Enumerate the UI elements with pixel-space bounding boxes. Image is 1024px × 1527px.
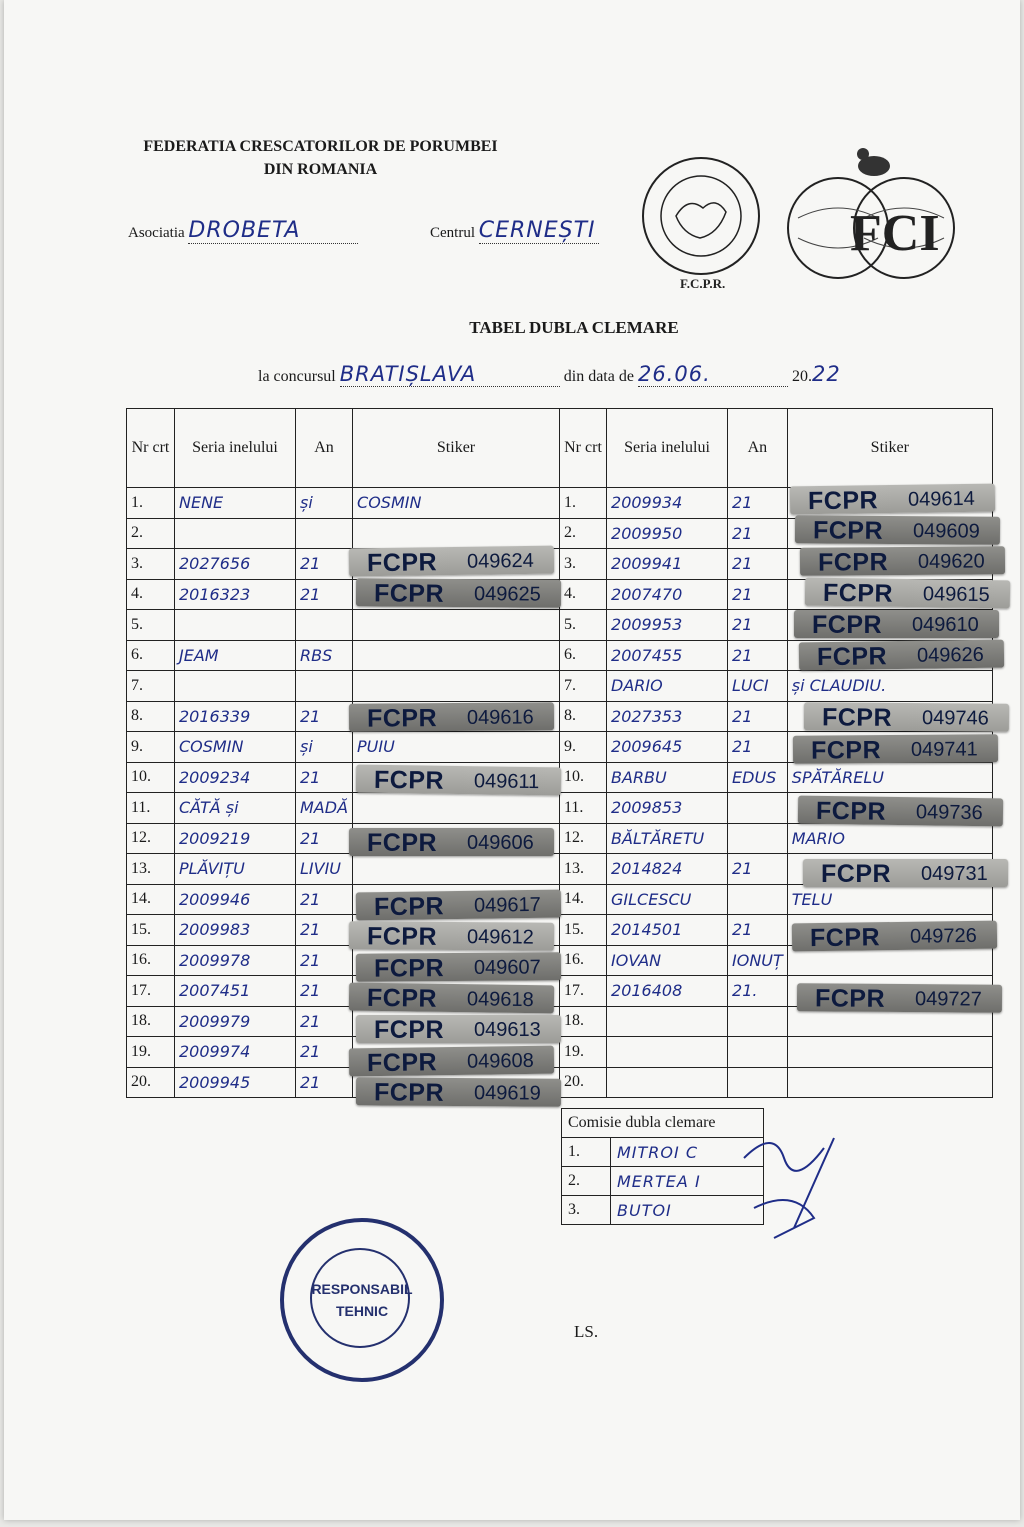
ring-year: și	[296, 488, 353, 519]
sticker-brand: FCPR	[812, 610, 883, 639]
sticker-code: 049616	[466, 706, 534, 730]
ring-year: 21	[296, 1067, 353, 1098]
row-nr: 15.	[560, 915, 607, 946]
centrul-value: CERNEȘTI	[479, 218, 599, 244]
ring-serial: GILCESCU	[607, 884, 728, 915]
sticker-brand: FCPR	[821, 860, 892, 889]
ring-year: 21	[728, 610, 788, 641]
sticker-brand: FCPR	[816, 642, 888, 672]
row-nr: 7.	[560, 671, 607, 702]
ring-year: 21	[728, 640, 788, 671]
sticker-brand: FCPR	[373, 765, 445, 795]
sticker-cell: PUIU	[353, 732, 560, 763]
sticker-brand: FCPR	[812, 516, 884, 546]
fcpr-logo	[628, 146, 774, 296]
ring-serial: 2007451	[175, 976, 296, 1007]
fci-logo	[778, 138, 964, 284]
stamp-line1: RESPONSABIL	[311, 1281, 413, 1297]
ring-serial: 2009234	[175, 762, 296, 793]
ring-year	[728, 1037, 788, 1068]
header-nr: Nr crt	[127, 409, 175, 488]
sticker-brand: FCPR	[366, 704, 438, 733]
year-prefix: 20.	[791, 368, 812, 385]
fci-text: FCI	[850, 205, 940, 262]
sticker-brand: FCPR	[366, 922, 438, 951]
sticker-code: 049611	[473, 770, 540, 793]
row-nr: 14.	[127, 884, 175, 915]
ring-year	[728, 793, 788, 824]
ring-serial: 2014501	[607, 915, 728, 946]
sticker-cell: COSMIN	[353, 488, 560, 519]
ring-serial: 2009853	[607, 793, 728, 824]
ring-serial	[175, 671, 296, 702]
row-nr: 1.	[127, 488, 175, 519]
ring-serial: 2007470	[607, 579, 728, 610]
fcpr-sticker	[349, 828, 554, 856]
sticker-code: 049608	[466, 1049, 534, 1073]
sticker-code: 049607	[473, 956, 541, 979]
sticker-code: 049731	[921, 863, 988, 886]
ring-serial: 2009946	[175, 884, 296, 915]
concurs-line	[258, 362, 841, 387]
ring-year: 21	[296, 762, 353, 793]
sticker-brand: FCPR	[366, 548, 438, 578]
sticker-code: 049736	[915, 801, 983, 825]
ring-year: 21	[296, 549, 353, 580]
ring-serial: 2009950	[607, 518, 728, 549]
sticker-cell: SPĂTĂRELU	[787, 762, 992, 793]
ls-mark: LS.	[574, 1322, 599, 1341]
comisie-member: MITROI C	[611, 1138, 764, 1167]
sticker-brand: FCPR	[373, 891, 445, 921]
row-nr: 18.	[560, 1006, 607, 1037]
ring-year	[296, 610, 353, 641]
ring-year	[728, 1067, 788, 1098]
asociatia-label: Asociatia	[128, 225, 185, 241]
row-nr: 12.	[127, 823, 175, 854]
sticker-code: 049726	[909, 924, 977, 948]
date-value: 26.06.	[638, 362, 788, 387]
ring-serial: NENE	[175, 488, 296, 519]
ring-year: 21	[728, 488, 788, 519]
sticker-code: 049626	[916, 643, 984, 667]
header-serie: Seria inelului	[175, 409, 296, 488]
fcpr-sticker	[804, 703, 1009, 732]
ring-serial	[607, 1067, 728, 1098]
fcpr-sticker	[793, 734, 998, 763]
fcpr-sticker	[800, 547, 1005, 576]
ring-year: 21	[296, 823, 353, 854]
row-nr: 14.	[560, 884, 607, 915]
row-nr: 18.	[127, 1006, 175, 1037]
sticker-cell	[353, 610, 560, 641]
sticker-brand: FCPR	[815, 796, 887, 826]
row-nr: 4.	[560, 579, 607, 610]
fcpr-sticker	[349, 921, 554, 950]
sticker-code: 049613	[474, 1019, 541, 1042]
ring-year	[296, 518, 353, 549]
row-nr: 19.	[127, 1037, 175, 1068]
federation-line1: FEDERATIA CRESCATORILOR DE PORUMBEI	[143, 138, 498, 155]
ring-year: RBS	[296, 640, 353, 671]
fcpr-sticker	[790, 484, 995, 515]
sticker-code: 049618	[466, 988, 534, 1012]
sticker-code: 049615	[922, 582, 990, 606]
sticker-code: 049741	[910, 738, 978, 761]
ring-serial: 2007455	[607, 640, 728, 671]
row-nr: 9.	[560, 732, 607, 763]
comisie-nr: 3.	[562, 1196, 611, 1225]
sticker-brand: FCPR	[366, 1047, 438, 1077]
fcpr-sticker	[803, 859, 1008, 887]
ring-year: 21	[728, 915, 788, 946]
row-nr: 13.	[560, 854, 607, 885]
row-nr: 13.	[127, 854, 175, 885]
row-nr: 8.	[560, 701, 607, 732]
ring-year: IONUȚ	[728, 945, 788, 976]
fcpr-sticker	[798, 796, 1003, 827]
year-value: 22	[811, 362, 841, 386]
sticker-brand: FCPR	[366, 984, 438, 1013]
table-row	[127, 823, 993, 854]
stamp-center	[284, 1278, 440, 1322]
sticker-brand: FCPR	[807, 486, 879, 516]
ring-serial: JEAM	[175, 640, 296, 671]
ring-year: MADĂ	[296, 793, 353, 824]
ring-serial: IOVAN	[607, 945, 728, 976]
sticker-cell	[787, 1037, 992, 1068]
row-nr: 11.	[127, 793, 175, 824]
fcpr-sticker	[349, 983, 554, 1014]
federation-line2: DIN ROMANIA	[263, 161, 378, 178]
sticker-code: 049612	[466, 925, 534, 949]
ring-serial: CĂTĂ și	[175, 793, 296, 824]
ring-year: 21	[728, 579, 788, 610]
ring-year: LUCI	[728, 671, 788, 702]
ring-year: 21	[296, 701, 353, 732]
ring-serial: COSMIN	[175, 732, 296, 763]
ring-serial	[175, 610, 296, 641]
ring-year: LIVIU	[296, 854, 353, 885]
row-nr: 11.	[560, 793, 607, 824]
sticker-brand: FCPR	[374, 1016, 445, 1045]
ring-serial: 2009934	[607, 488, 728, 519]
header-stiker: Stiker	[787, 409, 992, 488]
fcpr-sticker	[349, 703, 554, 732]
row-nr: 1.	[560, 488, 607, 519]
concurs-label: la concursul	[258, 368, 336, 385]
concurs-value: BRATIȘLAVA	[340, 362, 560, 387]
asociatia-value: DROBETA	[188, 218, 358, 244]
ring-serial: 2009645	[607, 732, 728, 763]
sticker-brand: FCPR	[373, 1078, 445, 1107]
ring-year: 21	[728, 701, 788, 732]
sticker-code: 049619	[473, 1081, 541, 1105]
comisie-member: BUTOI	[611, 1196, 764, 1225]
sticker-brand: FCPR	[809, 922, 881, 952]
row-nr: 4.	[127, 579, 175, 610]
row-nr: 2.	[560, 518, 607, 549]
row-nr: 17.	[127, 976, 175, 1007]
sticker-code: 049610	[912, 613, 979, 636]
sticker-cell	[787, 1067, 992, 1098]
row-nr: 19.	[560, 1037, 607, 1068]
sticker-cell: TELU	[787, 884, 992, 915]
fcpr-sticker	[794, 610, 999, 638]
header-an: An	[728, 409, 788, 488]
ring-year: 21	[296, 915, 353, 946]
ring-year: 21.	[728, 976, 788, 1007]
sticker-brand: FCPR	[810, 735, 882, 765]
ring-year: 21	[296, 945, 353, 976]
sticker-code: 049617	[473, 893, 541, 917]
ring-serial	[607, 1037, 728, 1068]
fcpr-sticker	[349, 546, 554, 577]
ring-serial: 2016323	[175, 579, 296, 610]
ring-year: EDUS	[728, 762, 788, 793]
sticker-cell	[353, 671, 560, 702]
date-label: din data de	[563, 368, 634, 385]
fcpr-sticker	[795, 515, 1000, 544]
fcpr-sticker	[797, 983, 1002, 1012]
fcpr-sticker	[356, 1015, 561, 1043]
ring-year: 21	[296, 579, 353, 610]
comisie-nr: 1.	[562, 1138, 611, 1167]
comisie-member: MERTEA I	[611, 1167, 764, 1196]
fcpr-sticker	[356, 1077, 561, 1106]
fcpr-sticker	[349, 1045, 554, 1076]
row-nr: 10.	[560, 762, 607, 793]
ring-serial: 2016408	[607, 976, 728, 1007]
table-header-row	[127, 409, 993, 488]
ring-year: 21	[296, 1006, 353, 1037]
header-stiker: Stiker	[353, 409, 560, 488]
centrul-field	[430, 218, 599, 244]
ring-year	[728, 1006, 788, 1037]
sticker-cell: și CLAUDIU.	[787, 671, 992, 702]
row-nr: 15.	[127, 915, 175, 946]
signature-marks	[734, 1118, 874, 1248]
ring-year: 21	[728, 549, 788, 580]
ring-serial: 2009941	[607, 549, 728, 580]
ring-year: 21	[296, 976, 353, 1007]
ring-serial: 2027353	[607, 701, 728, 732]
sticker-code: 049624	[466, 550, 534, 574]
row-nr: 20.	[560, 1067, 607, 1098]
ring-year: și	[296, 732, 353, 763]
ring-serial: BARBU	[607, 762, 728, 793]
row-nr: 5.	[127, 610, 175, 641]
stamp-line2: TEHNIC	[335, 1303, 389, 1319]
sticker-cell: MARIO	[787, 823, 992, 854]
sticker-code: 049606	[467, 832, 534, 855]
ring-serial: PLĂVIȚU	[175, 854, 296, 885]
row-nr: 2.	[127, 518, 175, 549]
row-nr: 16.	[127, 945, 175, 976]
document-page	[4, 0, 1020, 1520]
responsabil-tehnic-stamp	[280, 1218, 444, 1382]
row-nr: 8.	[127, 701, 175, 732]
fcpr-sticker	[799, 640, 1004, 671]
row-nr: 12.	[560, 823, 607, 854]
ring-serial: 2009219	[175, 823, 296, 854]
row-nr: 6.	[560, 640, 607, 671]
sticker-code: 049620	[917, 550, 985, 574]
logo-abbrev: F.C.P.R.	[680, 276, 726, 291]
ring-serial: 2027656	[175, 549, 296, 580]
row-nr: 9.	[127, 732, 175, 763]
ring-serial	[175, 518, 296, 549]
centrul-label: Centrul	[430, 225, 475, 241]
fcpr-sticker	[356, 764, 561, 795]
comisie-title: Comisie dubla clemare	[562, 1109, 764, 1138]
comisie-nr: 2.	[562, 1167, 611, 1196]
ring-serial: 2009978	[175, 945, 296, 976]
sticker-cell	[353, 518, 560, 549]
header-an: An	[296, 409, 353, 488]
asociatia-field	[128, 218, 358, 244]
row-nr: 3.	[127, 549, 175, 580]
ring-year: 21	[296, 1037, 353, 1068]
ring-serial: 2009945	[175, 1067, 296, 1098]
ring-serial: 2009953	[607, 610, 728, 641]
ring-serial: 2009974	[175, 1037, 296, 1068]
ring-serial	[607, 1006, 728, 1037]
row-nr: 6.	[127, 640, 175, 671]
ring-year: 21	[728, 518, 788, 549]
row-nr: 3.	[560, 549, 607, 580]
row-nr: 5.	[560, 610, 607, 641]
document-title: TABEL DUBLA CLEMARE	[469, 318, 679, 337]
sticker-brand: FCPR	[817, 548, 889, 577]
sticker-code: 049727	[914, 988, 982, 1011]
ring-year	[728, 823, 788, 854]
sticker-code: 049625	[473, 582, 541, 606]
sticker-brand: FCPR	[814, 984, 886, 1014]
row-nr: 20.	[127, 1067, 175, 1098]
sticker-brand: FCPR	[822, 578, 894, 608]
ring-year	[728, 884, 788, 915]
fcpr-sticker	[356, 952, 561, 981]
sticker-brand: FCPR	[367, 829, 438, 858]
ring-year: 21	[296, 884, 353, 915]
ring-serial: 2014824	[607, 854, 728, 885]
ring-serial: DARIO	[607, 671, 728, 702]
ring-year: 21	[728, 854, 788, 885]
fcpr-sticker	[805, 577, 1010, 608]
federation-header	[108, 135, 533, 181]
ring-serial: BĂLTĂRETU	[607, 823, 728, 854]
sticker-brand: FCPR	[821, 703, 893, 733]
sticker-code: 049609	[912, 520, 980, 543]
row-nr: 7.	[127, 671, 175, 702]
ring-serial: 2009983	[175, 915, 296, 946]
sticker-brand: FCPR	[373, 579, 445, 608]
ring-serial: 2009979	[175, 1006, 296, 1037]
ring-year: 21	[728, 732, 788, 763]
ring-serial: 2016339	[175, 701, 296, 732]
fcpr-sticker	[792, 920, 997, 951]
fcpr-sticker	[356, 578, 561, 607]
sticker-code: 049614	[907, 487, 975, 511]
header-serie: Seria inelului	[607, 409, 728, 488]
row-nr: 17.	[560, 976, 607, 1007]
ring-year	[296, 671, 353, 702]
sticker-cell	[353, 640, 560, 671]
sticker-cell	[353, 793, 560, 824]
row-nr: 16.	[560, 945, 607, 976]
sticker-brand: FCPR	[373, 954, 445, 983]
table-row	[127, 671, 993, 702]
fcpr-sticker	[356, 889, 561, 920]
row-nr: 10.	[127, 762, 175, 793]
header-nr: Nr crt	[560, 409, 607, 488]
sticker-code: 049746	[921, 707, 989, 730]
